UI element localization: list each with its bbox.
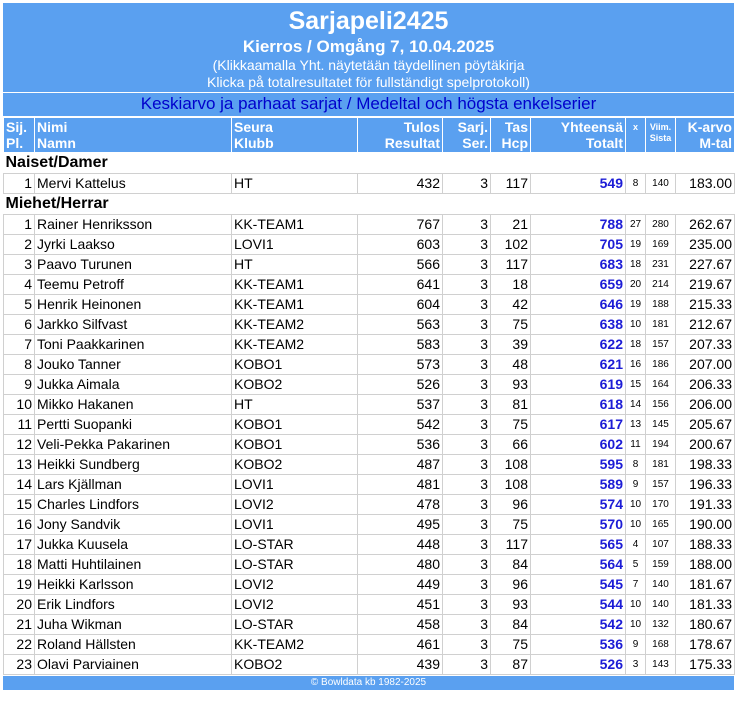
total-link[interactable]: 565 xyxy=(531,535,626,555)
results-table xyxy=(3,117,735,675)
cell-hcp: 66 xyxy=(491,435,531,455)
cell-result: 481 xyxy=(358,475,443,495)
cell-last: 231 xyxy=(646,255,676,275)
cell-last: 194 xyxy=(646,435,676,455)
table-row xyxy=(4,495,735,515)
col-position: Sij. Pl. xyxy=(4,118,35,153)
subheader-link[interactable]: Keskiarvo ja parhaat sarjat / Medeltal och högsta enkelserier xyxy=(3,93,734,117)
total-link[interactable]: 549 xyxy=(531,174,626,194)
cell-last: 169 xyxy=(646,235,676,255)
table-row xyxy=(4,615,735,635)
col-series: Sarj. Ser. xyxy=(443,118,491,153)
cell-result: 478 xyxy=(358,495,443,515)
cell-average: 183.00 xyxy=(676,174,735,194)
cell-hcp: 96 xyxy=(491,495,531,515)
cell-position: 23 xyxy=(4,655,35,675)
total-link[interactable]: 595 xyxy=(531,455,626,475)
cell-position: 22 xyxy=(4,635,35,655)
cell-last: 168 xyxy=(646,635,676,655)
cell-x: 18 xyxy=(626,335,646,355)
cell-position: 10 xyxy=(4,395,35,415)
cell-series: 3 xyxy=(443,275,491,295)
cell-hcp: 42 xyxy=(491,295,531,315)
cell-x: 18 xyxy=(626,255,646,275)
protocol-note-fi: (Klikkaamalla Yht. näytetään täydellinen pöytäkirja xyxy=(212,57,525,73)
cell-club: HT xyxy=(232,255,358,275)
cell-hcp: 75 xyxy=(491,315,531,335)
cell-series: 3 xyxy=(443,174,491,194)
total-link[interactable]: 621 xyxy=(531,355,626,375)
cell-club: KOBO2 xyxy=(232,455,358,475)
cell-club: KOBO2 xyxy=(232,655,358,675)
table-row xyxy=(4,295,735,315)
table-header-row xyxy=(4,118,735,153)
cell-average: 188.33 xyxy=(676,535,735,555)
total-link[interactable]: 705 xyxy=(531,235,626,255)
cell-position: 5 xyxy=(4,295,35,315)
cell-result: 542 xyxy=(358,415,443,435)
section-title: Naiset/Damer xyxy=(5,154,108,171)
cell-position: 8 xyxy=(4,355,35,375)
cell-x: 10 xyxy=(626,315,646,335)
cell-name: Teemu Petroff xyxy=(35,275,232,295)
table-row xyxy=(4,315,735,335)
table-row xyxy=(4,415,735,435)
cell-result: 495 xyxy=(358,515,443,535)
cell-position: 4 xyxy=(4,275,35,295)
table-row xyxy=(4,435,735,455)
cell-name: Heikki Sundberg xyxy=(35,455,232,475)
cell-position: 18 xyxy=(4,555,35,575)
cell-hcp: 117 xyxy=(491,535,531,555)
cell-club: LOVI2 xyxy=(232,575,358,595)
cell-name: Veli-Pekka Pakarinen xyxy=(35,435,232,455)
cell-hcp: 39 xyxy=(491,335,531,355)
total-link[interactable]: 589 xyxy=(531,475,626,495)
cell-last: 145 xyxy=(646,415,676,435)
cell-series: 3 xyxy=(443,515,491,535)
cell-hcp: 117 xyxy=(491,255,531,275)
cell-x: 10 xyxy=(626,595,646,615)
cell-club: KOBO2 xyxy=(232,375,358,395)
cell-last: 140 xyxy=(646,575,676,595)
cell-series: 3 xyxy=(443,495,491,515)
cell-result: 573 xyxy=(358,355,443,375)
table-row xyxy=(4,515,735,535)
section-title: Miehet/Herrar xyxy=(5,195,109,212)
cell-last: 143 xyxy=(646,655,676,675)
cell-result: 461 xyxy=(358,635,443,655)
cell-hcp: 48 xyxy=(491,355,531,375)
cell-average: 188.00 xyxy=(676,555,735,575)
page-title: Sarjapeli2425 xyxy=(288,7,449,35)
cell-last: 181 xyxy=(646,315,676,335)
cell-last: 157 xyxy=(646,335,676,355)
cell-club: LO-STAR xyxy=(232,615,358,635)
cell-club: LOVI2 xyxy=(232,495,358,515)
cell-last: 140 xyxy=(646,595,676,615)
cell-x: 16 xyxy=(626,355,646,375)
cell-x: 10 xyxy=(626,515,646,535)
cell-x: 19 xyxy=(626,235,646,255)
cell-name: Olavi Parviainen xyxy=(35,655,232,675)
table-row xyxy=(4,555,735,575)
cell-name: Jony Sandvik xyxy=(35,515,232,535)
cell-series: 3 xyxy=(443,235,491,255)
cell-series: 3 xyxy=(443,315,491,335)
cell-series: 3 xyxy=(443,215,491,235)
cell-hcp: 93 xyxy=(491,375,531,395)
cell-x: 7 xyxy=(626,575,646,595)
cell-series: 3 xyxy=(443,435,491,455)
cell-x: 11 xyxy=(626,435,646,455)
cell-average: 180.67 xyxy=(676,615,735,635)
table-row xyxy=(4,275,735,295)
col-x: x xyxy=(626,118,646,153)
cell-average: 235.00 xyxy=(676,235,735,255)
cell-result: 526 xyxy=(358,375,443,395)
cell-position: 14 xyxy=(4,475,35,495)
cell-average: 215.33 xyxy=(676,295,735,315)
cell-x: 15 xyxy=(626,375,646,395)
cell-club: LOVI1 xyxy=(232,515,358,535)
table-row xyxy=(4,255,735,275)
cell-average: 181.67 xyxy=(676,575,735,595)
cell-x: 20 xyxy=(626,275,646,295)
cell-last: 159 xyxy=(646,555,676,575)
cell-last: 107 xyxy=(646,535,676,555)
cell-average: 207.33 xyxy=(676,335,735,355)
cell-name: Jukka Kuusela xyxy=(35,535,232,555)
cell-hcp: 81 xyxy=(491,395,531,415)
cell-club: KK-TEAM1 xyxy=(232,275,358,295)
cell-series: 3 xyxy=(443,615,491,635)
cell-name: Jouko Tanner xyxy=(35,355,232,375)
total-link[interactable]: 564 xyxy=(531,555,626,575)
cell-average: 190.00 xyxy=(676,515,735,535)
cell-result: 537 xyxy=(358,395,443,415)
cell-hcp: 96 xyxy=(491,575,531,595)
table-row xyxy=(4,575,735,595)
cell-position: 2 xyxy=(4,235,35,255)
total-link[interactable]: 617 xyxy=(531,415,626,435)
protocol-note-sv: Klicka på totalresultatet för fullständigt spelprotokoll) xyxy=(207,74,530,90)
cell-position: 11 xyxy=(4,415,35,435)
table-row xyxy=(4,655,735,675)
cell-position: 12 xyxy=(4,435,35,455)
cell-series: 3 xyxy=(443,475,491,495)
cell-name: Lars Kjällman xyxy=(35,475,232,495)
cell-x: 8 xyxy=(626,174,646,194)
cell-club: HT xyxy=(232,395,358,415)
cell-series: 3 xyxy=(443,655,491,675)
cell-last: 164 xyxy=(646,375,676,395)
cell-last: 186 xyxy=(646,355,676,375)
total-link[interactable]: 542 xyxy=(531,615,626,635)
cell-name: Jyrki Laakso xyxy=(35,235,232,255)
table-row xyxy=(4,535,735,555)
col-club: Seura Klubb xyxy=(232,118,358,153)
cell-club: HT xyxy=(232,174,358,194)
cell-x: 10 xyxy=(626,495,646,515)
cell-series: 3 xyxy=(443,535,491,555)
table-row xyxy=(4,215,735,235)
cell-last: 181 xyxy=(646,455,676,475)
cell-series: 3 xyxy=(443,555,491,575)
total-link[interactable]: 659 xyxy=(531,275,626,295)
cell-name: Erik Lindfors xyxy=(35,595,232,615)
table-row xyxy=(4,335,735,355)
cell-result: 604 xyxy=(358,295,443,315)
cell-x: 10 xyxy=(626,615,646,635)
col-hcp: Tas Hcp xyxy=(491,118,531,153)
table-row xyxy=(4,595,735,615)
cell-last: 280 xyxy=(646,215,676,235)
table-row xyxy=(4,455,735,475)
cell-series: 3 xyxy=(443,415,491,435)
cell-club: KK-TEAM2 xyxy=(232,635,358,655)
cell-last: 156 xyxy=(646,395,676,415)
table-row xyxy=(4,235,735,255)
cell-series: 3 xyxy=(443,255,491,275)
cell-hcp: 93 xyxy=(491,595,531,615)
table-row xyxy=(4,375,735,395)
table-row xyxy=(4,355,735,375)
cell-hcp: 84 xyxy=(491,555,531,575)
cell-position: 13 xyxy=(4,455,35,475)
cell-x: 13 xyxy=(626,415,646,435)
cell-result: 448 xyxy=(358,535,443,555)
cell-hcp: 84 xyxy=(491,615,531,635)
cell-club: KK-TEAM1 xyxy=(232,295,358,315)
cell-position: 20 xyxy=(4,595,35,615)
cell-average: 227.67 xyxy=(676,255,735,275)
cell-result: 566 xyxy=(358,255,443,275)
cell-result: 767 xyxy=(358,215,443,235)
total-link[interactable]: 646 xyxy=(531,295,626,315)
cell-series: 3 xyxy=(443,335,491,355)
cell-average: 196.33 xyxy=(676,475,735,495)
cell-series: 3 xyxy=(443,395,491,415)
cell-series: 3 xyxy=(443,355,491,375)
cell-result: 480 xyxy=(358,555,443,575)
table-row xyxy=(4,395,735,415)
round-info: Kierros / Omgång 7, 10.04.2025 xyxy=(242,37,495,56)
cell-name: Paavo Turunen xyxy=(35,255,232,275)
table-row xyxy=(4,475,735,495)
cell-name: Pertti Suopanki xyxy=(35,415,232,435)
cell-club: LOVI1 xyxy=(232,475,358,495)
cell-series: 3 xyxy=(443,635,491,655)
cell-position: 16 xyxy=(4,515,35,535)
cell-average: 191.33 xyxy=(676,495,735,515)
cell-result: 603 xyxy=(358,235,443,255)
cell-club: KK-TEAM1 xyxy=(232,215,358,235)
cell-position: 15 xyxy=(4,495,35,515)
cell-last: 214 xyxy=(646,275,676,295)
cell-result: 583 xyxy=(358,335,443,355)
cell-last: 165 xyxy=(646,515,676,535)
total-link[interactable]: 536 xyxy=(531,635,626,655)
cell-series: 3 xyxy=(443,455,491,475)
cell-name: Mikko Hakanen xyxy=(35,395,232,415)
cell-average: 200.67 xyxy=(676,435,735,455)
cell-result: 563 xyxy=(358,315,443,335)
cell-average: 207.00 xyxy=(676,355,735,375)
cell-hcp: 21 xyxy=(491,215,531,235)
cell-club: KOBO1 xyxy=(232,435,358,455)
cell-position: 17 xyxy=(4,535,35,555)
col-average: K-arvo M-tal xyxy=(676,118,735,153)
cell-average: 262.67 xyxy=(676,215,735,235)
cell-hcp: 75 xyxy=(491,415,531,435)
cell-result: 536 xyxy=(358,435,443,455)
cell-position: 19 xyxy=(4,575,35,595)
cell-name: Henrik Heinonen xyxy=(35,295,232,315)
cell-x: 4 xyxy=(626,535,646,555)
cell-average: 178.67 xyxy=(676,635,735,655)
cell-club: KOBO1 xyxy=(232,355,358,375)
cell-club: KK-TEAM2 xyxy=(232,315,358,335)
cell-hcp: 102 xyxy=(491,235,531,255)
cell-hcp: 75 xyxy=(491,515,531,535)
cell-club: LO-STAR xyxy=(232,535,358,555)
cell-x: 8 xyxy=(626,455,646,475)
cell-position: 21 xyxy=(4,615,35,635)
results-page xyxy=(3,3,734,690)
cell-series: 3 xyxy=(443,295,491,315)
cell-series: 3 xyxy=(443,575,491,595)
cell-x: 9 xyxy=(626,475,646,495)
cell-x: 9 xyxy=(626,635,646,655)
cell-club: KK-TEAM2 xyxy=(232,335,358,355)
cell-name: Charles Lindfors xyxy=(35,495,232,515)
cell-series: 3 xyxy=(443,595,491,615)
cell-result: 432 xyxy=(358,174,443,194)
cell-result: 449 xyxy=(358,575,443,595)
cell-position: 9 xyxy=(4,375,35,395)
total-link[interactable]: 788 xyxy=(531,215,626,235)
col-last: Viim. Sista xyxy=(646,118,676,153)
cell-result: 458 xyxy=(358,615,443,635)
cell-last: 170 xyxy=(646,495,676,515)
cell-hcp: 108 xyxy=(491,475,531,495)
cell-average: 206.00 xyxy=(676,395,735,415)
cell-club: LO-STAR xyxy=(232,555,358,575)
cell-result: 487 xyxy=(358,455,443,475)
total-link[interactable]: 619 xyxy=(531,375,626,395)
cell-average: 205.67 xyxy=(676,415,735,435)
cell-x: 3 xyxy=(626,655,646,675)
cell-result: 451 xyxy=(358,595,443,615)
total-link[interactable]: 622 xyxy=(531,335,626,355)
cell-hcp: 117 xyxy=(491,174,531,194)
cell-club: LOVI2 xyxy=(232,595,358,615)
cell-last: 157 xyxy=(646,475,676,495)
total-link[interactable]: 683 xyxy=(531,255,626,275)
cell-hcp: 18 xyxy=(491,275,531,295)
cell-average: 212.67 xyxy=(676,315,735,335)
cell-club: KOBO1 xyxy=(232,415,358,435)
cell-hcp: 87 xyxy=(491,655,531,675)
total-link[interactable]: 544 xyxy=(531,595,626,615)
cell-name: Juha Wikman xyxy=(35,615,232,635)
cell-hcp: 75 xyxy=(491,635,531,655)
col-result: Tulos Resultat xyxy=(358,118,443,153)
cell-name: Heikki Karlsson xyxy=(35,575,232,595)
cell-average: 219.67 xyxy=(676,275,735,295)
cell-name: Roland Hällsten xyxy=(35,635,232,655)
cell-x: 5 xyxy=(626,555,646,575)
cell-average: 198.33 xyxy=(676,455,735,475)
results-body xyxy=(4,153,735,675)
cell-average: 181.33 xyxy=(676,595,735,615)
cell-last: 132 xyxy=(646,615,676,635)
cell-average: 175.33 xyxy=(676,655,735,675)
cell-name: Matti Huhtilainen xyxy=(35,555,232,575)
total-link[interactable]: 618 xyxy=(531,395,626,415)
section-header xyxy=(4,153,735,174)
cell-hcp: 108 xyxy=(491,455,531,475)
copyright-footer: © Bowldata kb 1982-2025 xyxy=(3,676,734,690)
cell-name: Jarkko Silfvast xyxy=(35,315,232,335)
cell-last: 140 xyxy=(646,174,676,194)
cell-club: LOVI1 xyxy=(232,235,358,255)
cell-position: 3 xyxy=(4,255,35,275)
cell-x: 14 xyxy=(626,395,646,415)
cell-name: Mervi Kattelus xyxy=(35,174,232,194)
total-link[interactable]: 638 xyxy=(531,315,626,335)
cell-position: 6 xyxy=(4,315,35,335)
cell-position: 7 xyxy=(4,335,35,355)
table-row xyxy=(4,635,735,655)
total-link[interactable]: 570 xyxy=(531,515,626,535)
cell-series: 3 xyxy=(443,375,491,395)
section-header xyxy=(4,194,735,215)
total-link[interactable]: 526 xyxy=(531,655,626,675)
table-row xyxy=(4,174,735,194)
cell-average: 206.33 xyxy=(676,375,735,395)
cell-name: Rainer Henriksson xyxy=(35,215,232,235)
total-link[interactable]: 545 xyxy=(531,575,626,595)
cell-result: 641 xyxy=(358,275,443,295)
col-total: Yhteensä Totalt xyxy=(531,118,626,153)
page-header xyxy=(3,3,734,93)
cell-last: 188 xyxy=(646,295,676,315)
cell-name: Jukka Aimala xyxy=(35,375,232,395)
cell-x: 19 xyxy=(626,295,646,315)
col-name: Nimi Namn xyxy=(35,118,232,153)
cell-result: 439 xyxy=(358,655,443,675)
total-link[interactable]: 574 xyxy=(531,495,626,515)
cell-name: Toni Paakkarinen xyxy=(35,335,232,355)
cell-position: 1 xyxy=(4,174,35,194)
total-link[interactable]: 602 xyxy=(531,435,626,455)
cell-position: 1 xyxy=(4,215,35,235)
cell-x: 27 xyxy=(626,215,646,235)
